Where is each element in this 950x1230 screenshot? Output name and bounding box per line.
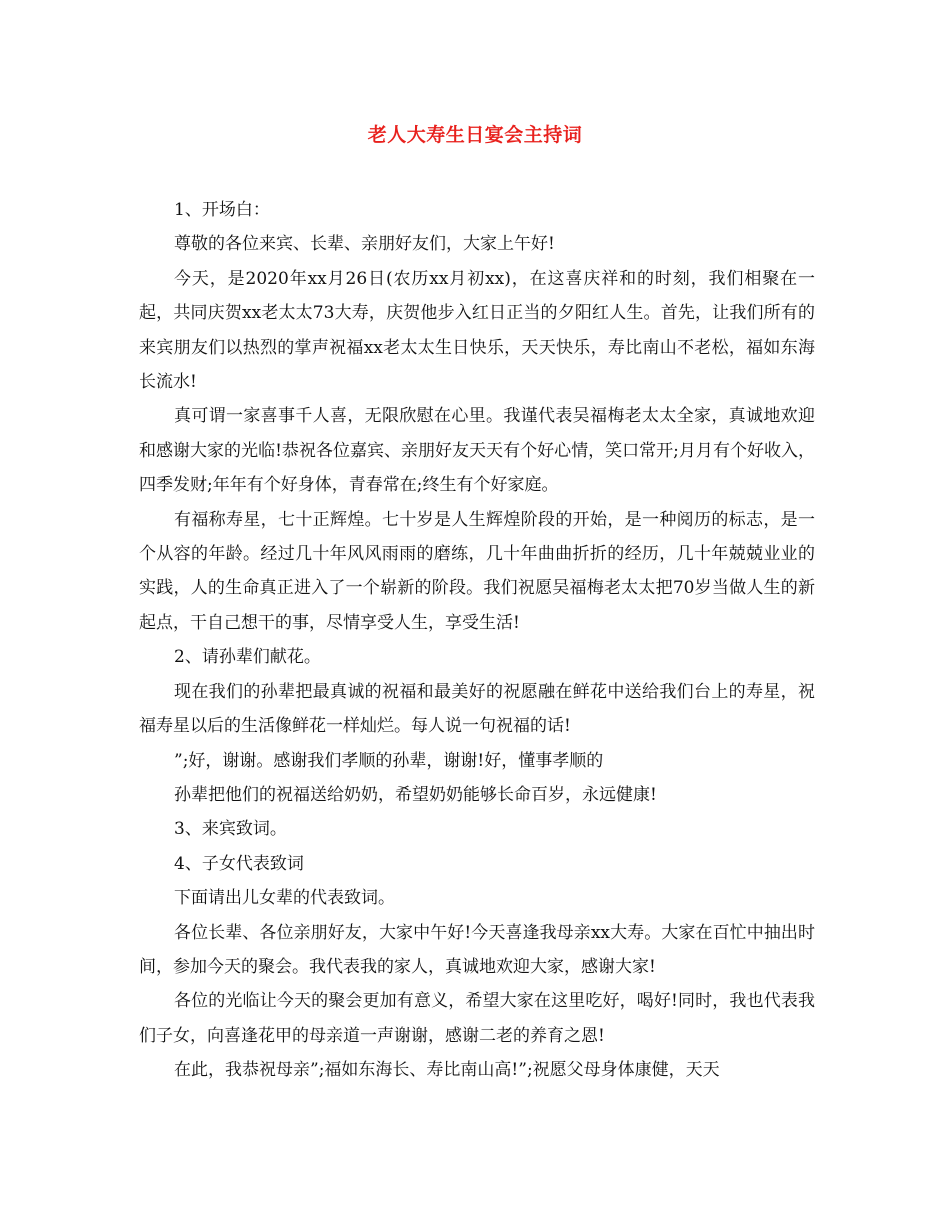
document-title: 老人大寿生日宴会主持词 [367,124,583,146]
document-body [139,193,815,1088]
paragraph-children-greeting: 各位长辈、各位亲朋好友，大家中午好!今天喜逢我母亲xx大寿。大家在百忙中抽出时间，参加今天的聚会。我代表我的家人，真诚地欢迎大家，感谢大家! [139,922,815,977]
paragraph-grandchildren: 孙辈把他们的祝福送给奶奶，希望奶奶能够长命百岁，永远健康! [174,784,657,805]
paragraph-occasion: 今天，是2020年xx月26日(农历xx月初xx)，在这喜庆祥和的时刻，我们相聚在一起，共同庆贺xx老太太73大寿，庆贺他步入红日正当的夕阳红人生。首先，让我们所有的来宾朋友们以热烈的掌声祝福xx老太太生日快乐，天天快乐，寿比南山不老松，福如东海长流水! [139,268,815,393]
paragraph-children-thanks: 各位的光临让今天的聚会更加有意义，希望大家在这里吃好，喝好!同时，我也代表我们子女，向喜逢花甲的母亲道一声谢谢，感谢二老的养育之恩! [139,991,815,1046]
paragraph-seventy: 有福称寿星，七十正辉煌。七十岁是人生辉煌阶段的开始，是一种阅历的标志，是一个从容的年龄。经过几十年风风雨雨的磨练，几十年曲曲折折的经历，几十年兢兢业业的实践，人的生命真正进入了一个崭新的阶段。我们祝愿吴福梅老太太把70岁当做人生的新起点，干自己想干的事，尽情享受人生，享受生活! [139,509,815,633]
paragraph-welcome: 真可谓一家喜事千人喜，无限欣慰在心里。我谨代表吴福梅老太太全家，真诚地欢迎和感谢大家的光临!恭祝各位嘉宾、亲朋好友天天有个好心情，笑口常开;月月有个好收入，四季发财;年年有个好身体，青春常在;终生有个好家庭。 [139,406,815,496]
paragraph-children-speech-heading: 4、子女代表致词 [174,853,304,874]
paragraph-blessing: 在此，我恭祝母亲”;福如东海长、寿比南山高!”;祝愿父母身体康健，天天 [174,1060,720,1081]
paragraph-children-intro: 下面请出儿女辈的代表致词。 [174,888,395,909]
paragraph-guest-speech-heading: 3、来宾致词。 [174,819,287,840]
paragraph-flowers-heading: 2、请孙辈们献花。 [174,647,321,668]
paragraph-thanks: ”;好，谢谢。感谢我们孝顺的孙辈，谢谢!好，懂事孝顺的 [174,750,604,771]
paragraph-opening-heading: 1、开场白： [174,200,270,220]
paragraph-greeting: 尊敬的各位来宾、长辈、亲朋好友们，大家上午好! [174,234,555,255]
paragraph-flowers: 现在我们的孙辈把最真诚的祝福和最美好的祝愿融在鲜花中送给我们台上的寿星，祝福寿星以后的生活像鲜花一样灿烂。每人说一句祝福的话! [139,681,815,737]
